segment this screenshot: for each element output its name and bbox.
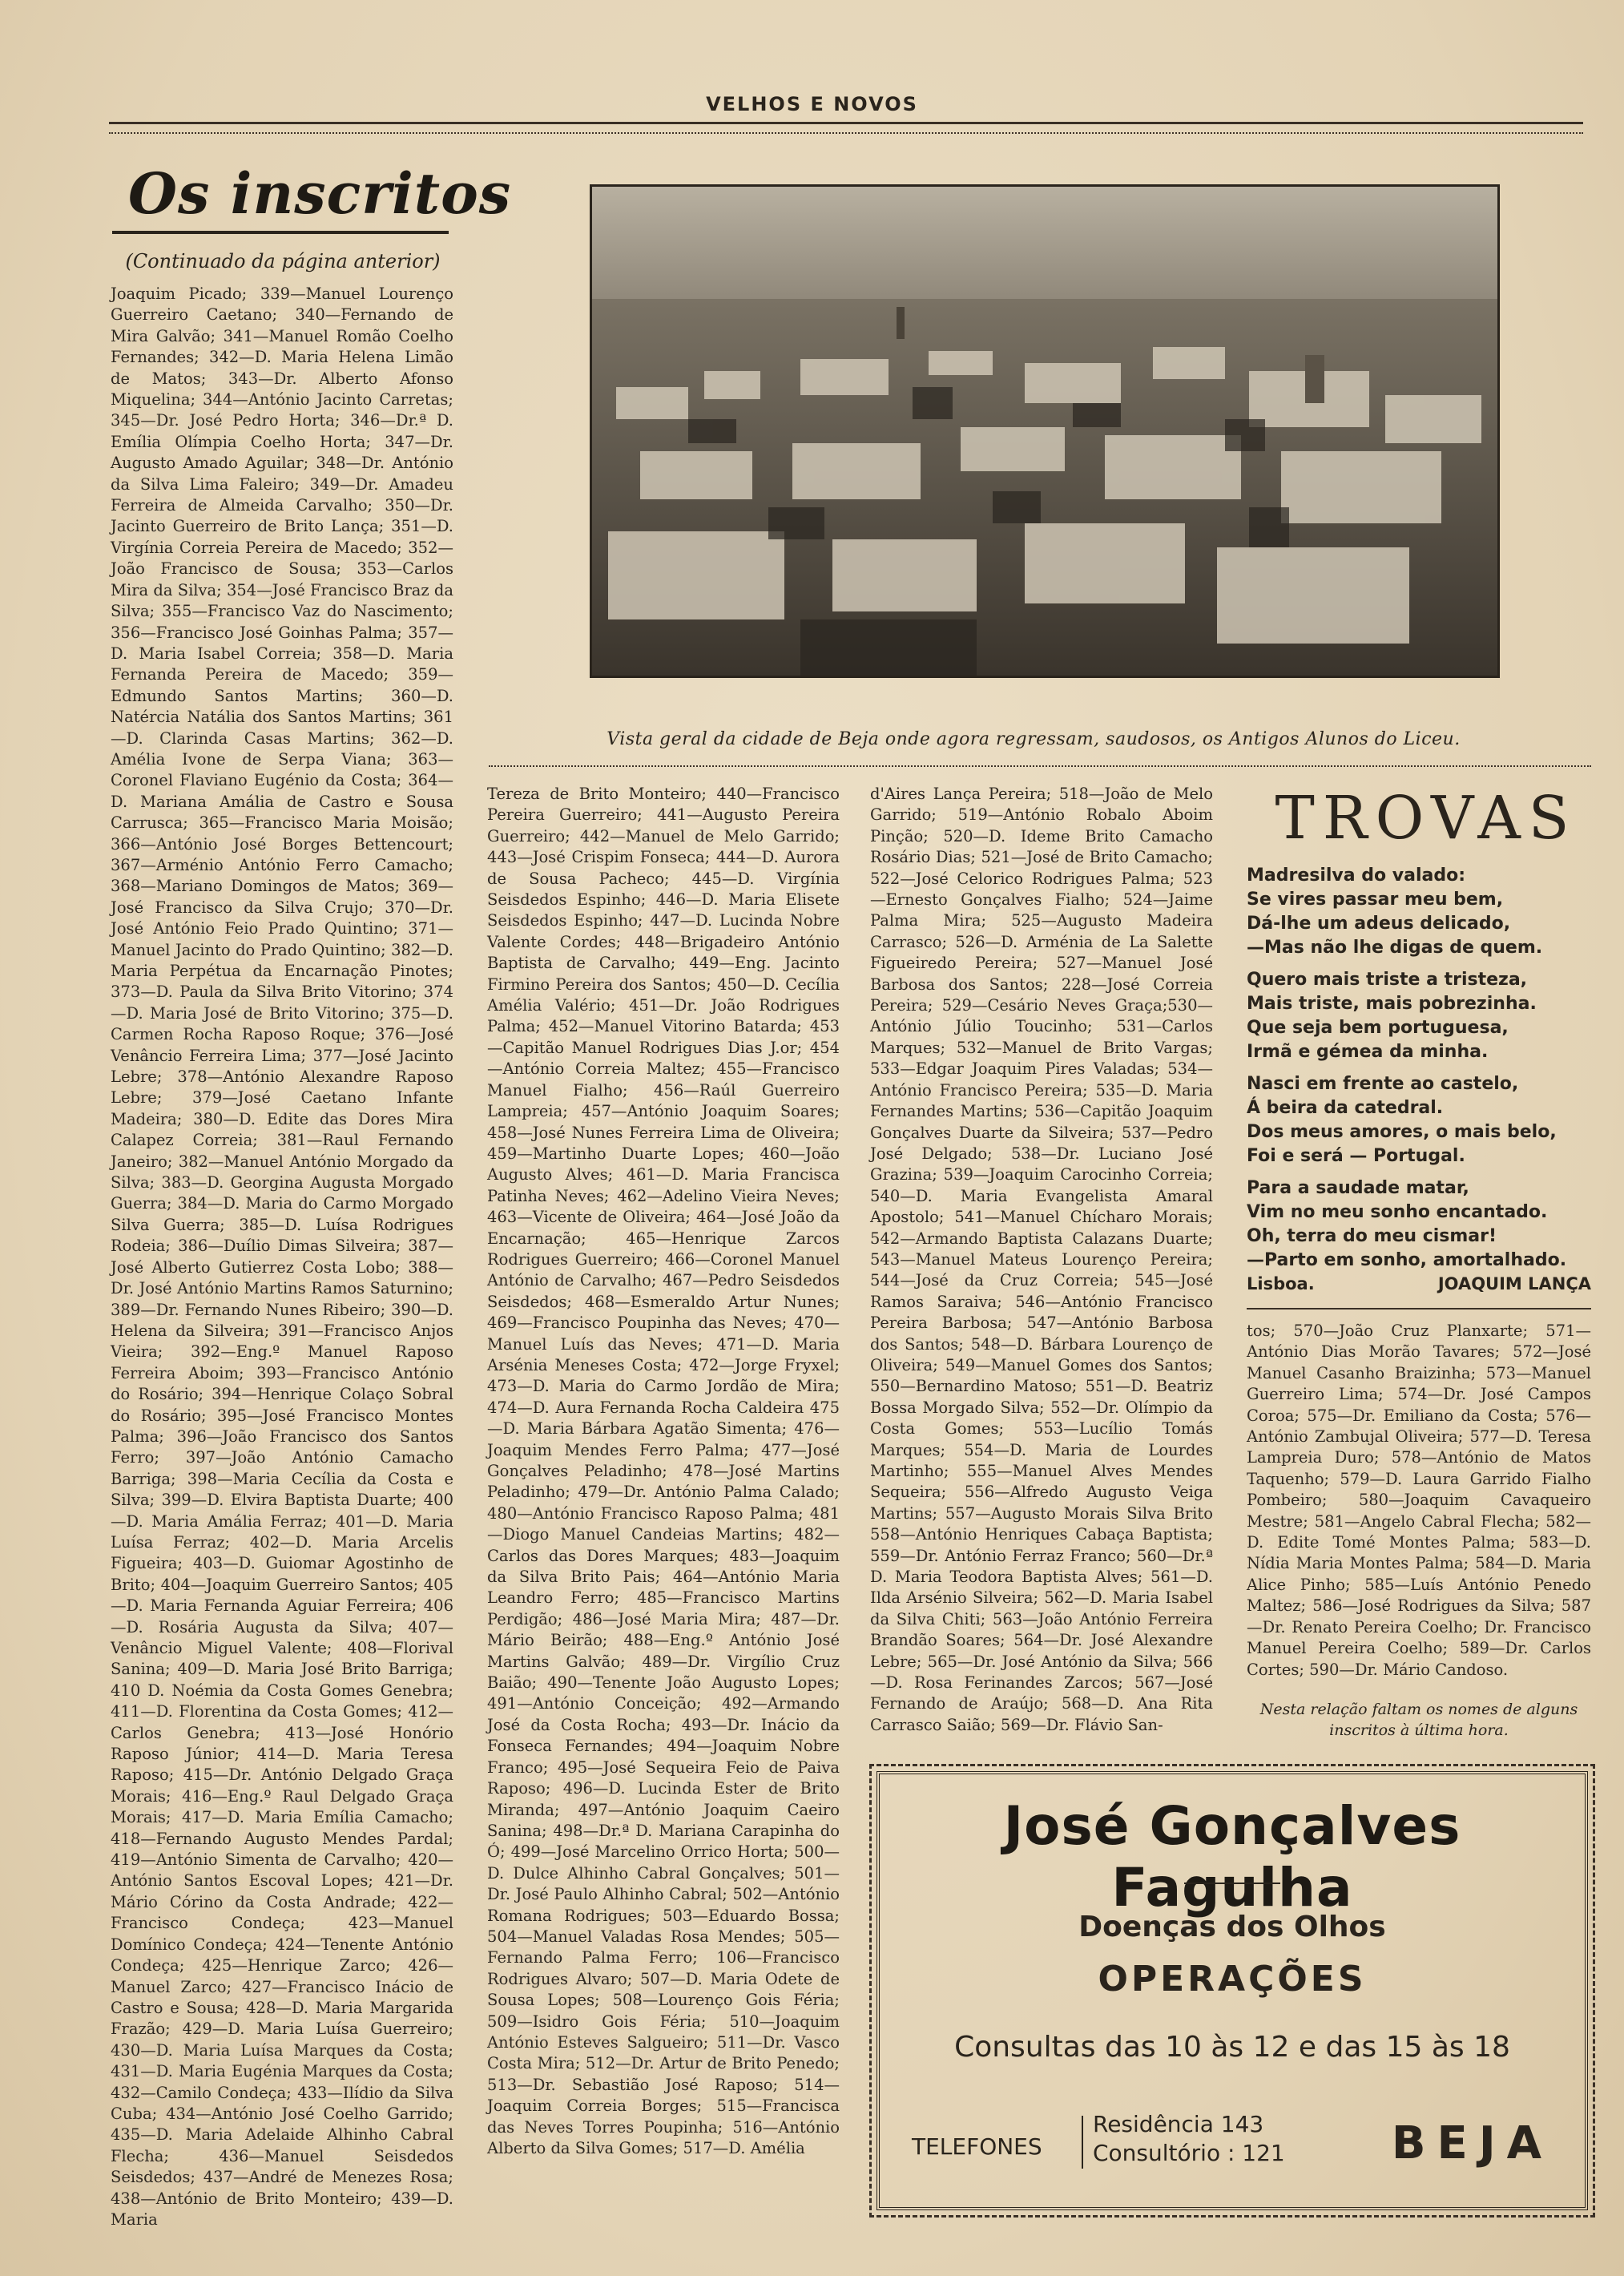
poem-stanza: Para a saudade matar, Vim no meu sonho encantado. Oh, terra do meu cismar! —Parto em sonho, amortalhado. xyxy=(1247,1178,1567,1270)
running-head: VELHOS E NOVOS xyxy=(706,93,918,115)
poem-author: JOAQUIM LANÇA xyxy=(1437,1274,1591,1293)
doctor-advertisement xyxy=(876,1771,1588,2210)
caption-rule xyxy=(489,765,1591,767)
poem-rule xyxy=(1247,1308,1591,1310)
ad-operations: OPERAÇÕES xyxy=(1098,1959,1367,2000)
ad-phones-label: TELEFONES xyxy=(912,2133,1042,2160)
section-title: Os inscritos xyxy=(128,160,512,227)
poem-signature xyxy=(1247,1274,1591,1293)
ad-doctor-name: José Gonçalves Fagulha xyxy=(1003,1795,1461,1919)
photo-caption: Vista geral da cidade de Beja onde agora regressam, saudosos, os Antigos Alunos do Liceu. xyxy=(606,729,1461,749)
trovas-title: TROVAS xyxy=(1275,784,1578,853)
poem-stanza: Nasci em frente ao castelo, Á beira da catedral. Dos meus amores, o mais belo, Foi e será — Portugal. xyxy=(1247,1074,1557,1166)
poem-stanza: Madresilva do valado: Se vires passar meu bem, Dá-lhe um adeus delicado, —Mas não lhe digas de quem. xyxy=(1247,866,1543,958)
poem-stanza: Quero mais triste a tristeza, Mais triste, mais pobrezinha. Que seja bem portuguesa, Irmã e gémea da minha. xyxy=(1247,970,1537,1062)
registrants-column-3: d'Aires Lança Pereira; 518—João de Melo Garrido; 519—António Robalo Aboim Pinção; 520—D. Ideme Brito Camacho Rosário Dias; 521—José de Brito Camacho; 522—José Celorico Rodrigues Palma; 523—Ernesto Gonçalves Fialho; 524—Jaime Palma Mira; 525—Augusto Madeira Carrasco; 526—D. Arménia de La Salette Figueiredo Pereira; 527—Manuel José Barbosa dos Santos; 228—José Correia Pereira; 529—Cesário Neves Graça;530—António Júlio Toucinho; 531—Carlos Marques; 532—Manuel de Brito Vargas; 533—Edgar Joaquim Pires Valadas; 534—António Francisco Pereira; 535—D. Maria Fernandes Martins; 536—Capitão Joaquim Gonçalves Duarte da Silveira; 537—Pedro José Delgado; 538—Dr. Luciano José Grazina; 539—Joaquim Carocinho Correia; 540—D. Maria Evangelista Amaral Apostolo; 541—Manuel Chícharo Morais; 542—Armando Baptista Calazans Duarte; 543—Manuel Mateus Lourenço Pereira; 544—José da Cruz Correia; 545—José Ramos Saraiva; 546—António Francisco Pereira Barbosa; 547—António Barbosa dos Santos; 548—D. Bárbara Lourenço de Oliveira; 549—Manuel Gomes dos Santos; 550—Bernardino Matoso; 551—D. Beatriz Bossa Morgado Silva; 552—Dr. Olímpio da Costa Gomes; 553—Lucílio Tomás Marques; 554—D. Maria de Lourdes Martinho; 555—Manuel Alves Mendes Sequeira; 556—Alfredo Augusto Veiga Martins; 557—Augusto Morais Silva Brito 558—António Henriques Cabaça Baptista; 559—Dr. António Ferraz Franco; 560—Dr.ª D. Maria Teodora Baptista Alves; 561—D. Ilda Arsénio Silveira; 562—D. Maria Isabel da Silva Chiti; 563—João António Ferreira Brandão Soares; 564—Dr. José Alexandre Lebre; 565—Dr. José António da Silva; 566—D. Rosa Ferinandes Zarcos; 567—José Fernando de Araújo; 568—D. Ana Rita Carrasco Saião; 569—Dr. Flávio San- xyxy=(870,785,1213,1734)
trovas-poem xyxy=(1247,864,1599,1281)
ad-specialty: Doenças dos Olhos xyxy=(1078,1911,1386,1943)
late-registrants-note: Nesta relação faltam os nomes de alguns inscritos à última hora. xyxy=(1259,1701,1578,1739)
ad-hours: Consultas das 10 às 12 e das 15 às 18 xyxy=(954,2031,1510,2064)
registrants-column-1: Joaquim Picado; 339—Manuel Lourenço Guerreiro Caetano; 340—Fernando de Mira Galvão; 341—Manuel Romão Coelho Fernandes; 342—D. Maria Helena Limão de Matos; 343—Dr. Alberto Afonso Miquelina; 344—António Jacinto Carretas; 345—Dr. José Pedro Horta; 346—Dr.ª D. Emília Olímpia Coelho Horta; 347—Dr. Augusto Amado Aguilar; 348—Dr. António da Silva Lima Faleiro; 349—Dr. Amadeu Ferreira de Almeida Carvalho; 350—Dr. Jacinto Guerreiro de Brito Lança; 351—D. Virgínia Correia Pereira de Macedo; 352—João Francisco de Sousa; 353—Carlos Mira da Silva; 354—José Francisco Braz da Silva; 355—Francisco Vaz do Nascimento; 356—Francisco José Goinhas Palma; 357—D. Maria Isabel Correia; 358—D. Maria Fernanda Pereira de Macedo; 359—Edmundo Santos Martins; 360—D. Natércia Natália dos Santos Martins; 361—D. Clarinda Casas Martins; 362—D. Amélia Ivone de Serpa Viana; 363—Coronel Flaviano Eugénio da Costa; 364—D. Mariana Amália de Castro e Sousa Carrusca; 365—Francisco Maria Moisão; 366—António José Borges Bettencourt; 367—Arménio António Ferro Camacho; 368—Mariano Domingos de Matos; 369—José Francisco da Silva Crujo; 370—Dr. José António Feio Prado Quintino; 371—Manuel Jacinto do Prado Quintino; 382—D. Maria Perpétua da Encarnação Pinotes; 373—D. Paula da Silva Brito Vitorino; 374—D. Maria José de Brito Vitorino; 375—D. Carmen Rocha Raposo Roque; 376—José Venâncio Ferreira Lima; 377—José Jacinto Lebre; 378—António Alexandre Raposo Lebre; 379—José Caetano Infante Madeira; 380—D. Edite das Dores Mira Calapez Correia; 381—Raul Fernando Janeiro; 382—Manuel António Morgado da Silva; 383—D. Georgina Augusta Morgado Guerra; 384—D. Maria do Carmo Morgado Silva Guerra; 385—D. Luísa Rodrigues Rodeia; 386—Duílio Dimas Silveira; 387—José Alberto Gutierrez Costa Lobo; 388—Dr. José António Martins Ramos Saturnino; 389—Dr. Fernando Nunes Ribeiro; 390—D. Helena da Silveira; 391—Francisco Anjos Vieira; 392—Eng.º Manuel Raposo Ferreira Aboim; 393—Francisco António do Rosário; 394—Henrique Colaço Sobral do Rosário; 395—José Francisco Montes Palma; 396—João Francisco dos Santos Ferro; 397—João António Camacho Barriga; 398—Maria Cecília da Costa e Silva; 399—D. Elvira Baptista Duarte; 400—D. Maria Amália Ferraz; 401—D. Maria Luísa Ferraz; 402—D. Maria Arcelis Figueira; 403—D. Guiomar Agostinho de Brito; 404—Joaquim Guerreiro Santos; 405—D. Maria Fernanda Aguiar Ferreira; 406—D. Rosária Augusta da Silva; 407—Venâncio Miguel Valente; 408—Florival Sanina; 409—D. Maria José Brito Barriga; 410 D. Noémia da Costa Gomes Genebra; 411—D. Florentina da Costa Gomes; 412—Carlos Genebra; 413—José Honório Raposo Júnior; 414—D. Maria Teresa Raposo; 415—Dr. António Delgado Graça Morais; 416—Eng.º Raul Delgado Graça Morais; 417—D. Maria Emília Camacho; 418—Fernando Augusto Mendes Pardal; 419—António Simenta de Carvalho; 420—António Santos Escoval Lopes; 421—Dr. Mário Córino da Costa Andrade; 422—Francisco Condeça; 423—Manuel Domínico Condeça; 424—Tenente António Condeça; 425—Henrique Zarco; 426—Manuel Zarco; 427—Francisco Inácio de Castro e Sousa; 428—D. Maria Margarida Frazão; 429—D. Maria Luísa Guerreiro; 430—D. Maria Luísa Marques da Costa; 431—D. Maria Eugénia Marques da Costa; 432—Camilo Condeça; 433—Ilídio da Silva Cuba; 434—António José Coelho Garrido; 435—D. Maria Adelaide Alhinho Cabral Flecha; 436—Manuel Seisdedos Seisdedos; 437—André de Menezes Rosa; 438—António de Brito Monteiro; 439—D. Maria xyxy=(111,284,453,2229)
ad-city: BEJA xyxy=(1391,2117,1553,2169)
title-rule xyxy=(112,231,449,234)
top-rule xyxy=(109,122,1583,134)
registrants-column-4: tos; 570—João Cruz Planxarte; 571—António Dias Morão Tavares; 572—José Manuel Casanho Braizinha; 573—Manuel Guerreiro Lima; 574—Dr. José Campos Coroa; 575—Dr. Emiliano da Costa; 576—António Zambujal Oliveira; 577—D. Teresa Lampreia Duro; 578—António de Matos Taquenho; 579—D. Laura Garrido Fialho Pombeiro; 580—Joaquim Cavaqueiro Mestre; 581—Angelo Cabral Flecha; 582—D. Edite Tomé Montes Palma; 583—D. Nídia Maria Montes Palma; 584—D. Maria Alice Pinho; 585—Luís António Penedo Maltez; 586—José Rodrigues da Silva; 587—Dr. Renato Pereira Coelho; Dr. Francisco Manuel Pereira Coelho; 589—Dr. Carlos Cortes; 590—Dr. Mário Candoso. xyxy=(1247,1322,1591,1679)
registrants-column-2: Tereza de Brito Monteiro; 440—Francisco Pereira Guerreiro; 441—Augusto Pereira Guerreiro; 442—Manuel de Melo Garrido; 443—José Crispim Fonseca; 444—D. Aurora de Sousa Pacheco; 445—D. Virgínia Seisdedos Espinho; 446—D. Maria Elisete Seisdedos Espinho; 447—D. Lucinda Nobre Valente Cordes; 448—Brigadeiro António Baptista de Carvalho; 449—Eng. Jacinto Firmino Pereira dos Santos; 450—D. Cecília Amélia Valério; 451—Dr. João Rodrigues Palma; 452—Manuel Vitorino Batarda; 453—Capitão Manuel Rodrigues Dias J.or; 454—António Correia Maltez; 455—Francisco Manuel Fialho; 456—Raúl Guerreiro Lampreia; 457—António Joaquim Soares; 458—José Nunes Ferreira Lima de Oliveira; 459—Martinho Duarte Lopes; 460—João Augusto Alves; 461—D. Maria Francisca Patinha Neves; 462—Adelino Vieira Neves; 463—Vicente de Oliveira; 464—José João da Encarnação; 465—Henrique Zarcos Rodrigues Guerreiro; 466—Coronel Manuel António de Carvalho; 467—Pedro Seisdedos Seisdedos; 468—Esmeraldo Artur Nunes; 469—Francisco Poupinha das Neves; 470—Manuel Luís das Neves; 471—D. Maria Arsénia Meneses Costa; 472—Jorge Fryxel; 473—D. Maria do Carmo Jordão de Mira; 474—D. Aura Fernanda Rocha Caldeira 475—D. Maria Bárbara Agatão Simenta; 476—Joaquim Mendes Ferro Palma; 477—José Gonçalves Peladinho; 478—José Martins Peladinho; 479—Dr. António Palma Calado; 480—António Francisco Raposo Palma; 481—Diogo Manuel Candeias Martins; 482—Carlos das Dores Marques; 483—Joaquim da Silva Brito Pais; 464—António Maria Leandro Ferro; 485—Francisco Martins Perdigão; 486—José Maria Mira; 487—Dr. Mário Beirão; 488—Eng.º António José Martins Galvão; 489—Dr. Virgílio Cruz Baião; 490—Tenente João Augusto Lopes; 491—António Conceição; 492—Armando José da Costa Rocha; 493—Dr. Inácio da Fonseca Fernandes; 494—Joaquim Nobre Franco; 495—José Sequeira Feio de Paiva Raposo; 496—D. Lucinda Ester de Brito Miranda; 497—António Joaquim Caeiro Sanina; 498—Dr.ª D. Mariana Carapinha do Ó; 499—José Marcelino Orrico Horta; 500—D. Dulce Alhinho Cabral Gonçalves; 501—Dr. José Paulo Alhinho Cabral; 502—António Romana Rodrigues; 503—Eduardo Bossa; 504—Manuel Valadas Rosa Mendes; 505—Fernando Palma Ferro; 106—Francisco Rodrigues Alvaro; 507—D. Maria Odete de Sousa Lopes; 508—Lourenço Gois Féria; 509—Isidro Gois Féria; 510—Joaquim António Esteves Salgueiro; 511—Dr. Vasco Costa Mira; 512—Dr. Artur de Brito Penedo; 513—Dr. Sebastião José Raposo; 514—Joaquim Correia Borges; 515—Francisca das Neves Torres Poupinha; 516—António Alberto da Silva Gomes; 517—D. Amélia xyxy=(487,785,840,2157)
city-photo xyxy=(590,184,1500,678)
ad-phones-bracket xyxy=(1082,2116,1083,2169)
poem-place: Lisboa. xyxy=(1247,1274,1315,1293)
ad-rule xyxy=(1184,1883,1280,1884)
ad-residence-phone: Residência 143 xyxy=(1093,2111,1264,2137)
ad-office-phone: Consultório : 121 xyxy=(1093,2140,1285,2166)
section-subtitle: (Continuado da página anterior) xyxy=(125,250,441,272)
